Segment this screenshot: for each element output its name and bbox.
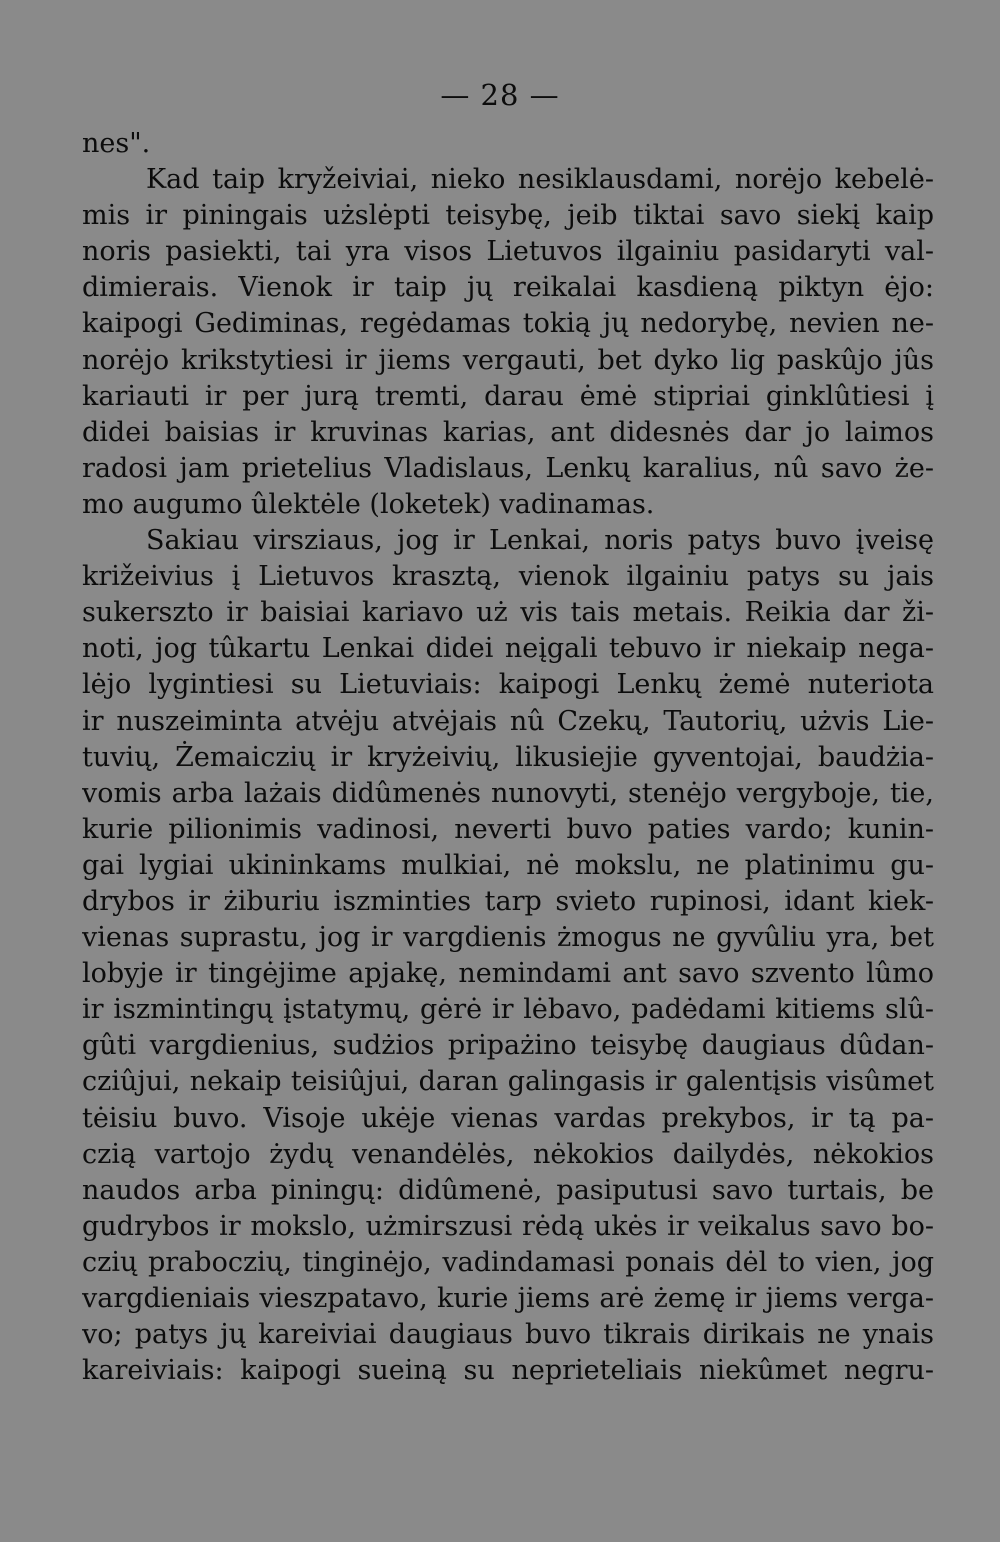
text-line: drybos ir żiburiu iszminties tarp svieto rupinosi, idant kiek- [82, 885, 934, 917]
text-line: didei baisias ir kruvinas karias, ant didesnės dar jo laimos [82, 416, 934, 448]
text-line: tėisiu buvo. Visoje ukėje vienas vardas prekybos, ir tą pa- [82, 1102, 934, 1134]
text-line: naudos arba piningų: didûmenė, pasiputusi savo turtais, be [82, 1174, 934, 1206]
text-line: Sakiau virsziaus, jog ir Lenkai, noris patys buvo įveisę [146, 525, 934, 557]
text-line: Kad taip kryžeiviai, nieko nesiklausdami, norėjo kebelė- [146, 164, 934, 196]
page-number: — 28 — [440, 78, 560, 112]
text-line: ir nuszeiminta atvėju atvėjais nû Czekų, Tautorių, użvis Lie- [82, 705, 934, 737]
text-line: kariauti ir per jurą tremti, darau ėmė stipriai ginklûtiesi į [82, 380, 934, 412]
text-line: kareiviais: kaipogi sueiną su neprieteliais niekûmet negru- [82, 1355, 934, 1387]
text-line: vargdieniais vieszpatavo, kurie jiems arė żemę ir jiems verga- [82, 1283, 934, 1314]
text-line: tuvių, Żemaiczių ir kryżeivių, likusiejie gyventojai, baudżia- [82, 741, 934, 773]
text-line: nes". [82, 128, 151, 159]
text-line: lobyje ir tingėjime apjakę, nemindami ant savo szvento lûmo [82, 958, 934, 990]
text-line: kurie pilionimis vadinosi, neverti buvo paties vardo; kunin- [82, 813, 934, 845]
text-line: vomis arba lażais didûmenės nunovyti, stenėjo vergyboje, tie, [82, 777, 934, 809]
text-line: ir iszmintingų įstatymų, gėrė ir lėbavo, padėdami kitiems slû- [82, 994, 934, 1026]
text-line: gudrybos ir mokslo, użmirszusi rėdą ukės ir veikalus savo bo- [82, 1210, 934, 1242]
text-line: mo augumo ûlektėle (loketek) vadinamas. [82, 488, 655, 520]
text-line: noti, jog tûkartu Lenkai didei neįgali tebuvo ir niekaip nega- [82, 633, 934, 665]
body-text [82, 126, 934, 1389]
text-line: czią vartojo żydų venandėlės, nėkokios dailydės, nėkokios [82, 1138, 934, 1170]
text-line: križeivius į Lietuvos krasztą, vienok ilgainiu patys su jais [82, 561, 934, 593]
text-line: kaipogi Gediminas, regėdamas tokią jų nedorybę, nevien ne- [82, 308, 934, 340]
text-line: noris pasiekti, tai yra visos Lietuvos ilgainiu pasidaryti val- [82, 236, 934, 268]
text-line: vo; patys jų kareiviai daugiaus buvo tikrais dirikais ne ynais [82, 1319, 934, 1351]
text-line: gai lygiai ukininkams mulkiai, nė mokslu, ne platinimu gu- [82, 849, 934, 881]
text-line: radosi jam prietelius Vladislaus, Lenkų karalius, nû savo że- [82, 452, 934, 484]
text-line: norėjo krikstytiesi ir jiems vergauti, bet dyko lig paskûjo jûs [82, 344, 934, 376]
text-line: vienas suprastu, jog ir vargdienis żmogus ne gyvûliu yra, bet [82, 922, 934, 954]
text-line: sukerszto ir baisiai kariavo uż vis tais metais. Reikia dar ži- [82, 597, 934, 629]
text-line: dimierais. Vienok ir taip jų reikalai kasdieną piktyn ėjo: [82, 272, 934, 304]
text-line: gûti vargdienius, sudżios pripażino teisybę daugiaus dûdan- [82, 1030, 934, 1062]
text-line: cziûjui, nekaip teisiûjui, daran galingasis ir galentįsis visûmet [82, 1066, 934, 1098]
text-line: mis ir piningais użslėpti teisybę, jeib tiktai savo siekį kaip [82, 200, 934, 232]
text-line: czių praboczių, tinginėjo, vadindamasi ponais dėl to vien, jog [82, 1246, 934, 1278]
text-line: lėjo lygintiesi su Lietuviais: kaipogi Lenkų żemė nuteriota [82, 669, 934, 701]
